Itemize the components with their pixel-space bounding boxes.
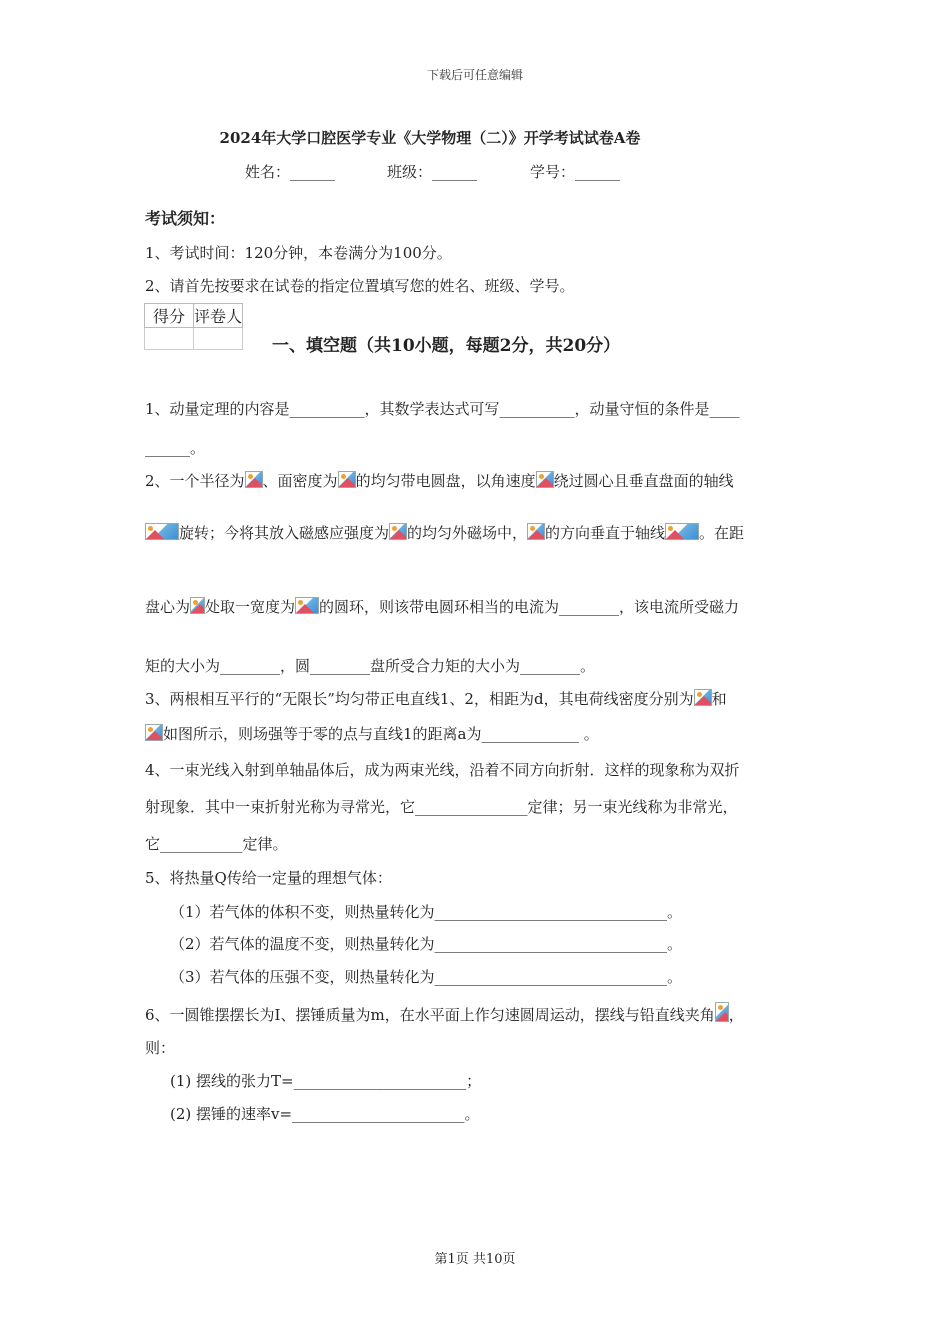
- q3-text: 3、两根相互平行的“无限长”均匀带正电直线1、2，相距为d，其电荷线密度分别为: [145, 690, 694, 708]
- q2-line3: [145, 596, 739, 617]
- q2-text: 2、一个半径为: [145, 472, 245, 490]
- header-note: 下载后可任意编辑: [426, 68, 523, 82]
- grader-cell: [194, 328, 243, 350]
- notice-heading: 考试须知：: [145, 209, 226, 228]
- q2-text: 、面密度为: [262, 472, 338, 490]
- score-header: 得分: [145, 304, 194, 328]
- q6-item: (2) 摆锤的速率v=_______________________。: [170, 1105, 480, 1123]
- q6-text: 6、一圆锥摆摆长为I、摆锤质量为m，在水平面上作匀速圆周运动，摆线与铅直线夹角: [145, 1006, 715, 1024]
- q5-head: 5、将热量Q传给一定量的理想气体：: [145, 869, 392, 887]
- q2-text: 盘心为: [145, 598, 191, 616]
- score-table: [144, 303, 243, 350]
- image-placeholder-icon: [694, 689, 712, 706]
- q6-text: ，: [728, 1006, 744, 1024]
- page-title: 2024年大学口腔医学专业《大学物理（二）》开学考试试卷A卷: [219, 129, 641, 147]
- q6-item: (1) 摆线的张力T=_______________________；: [170, 1072, 482, 1090]
- q5-item: （1）若气体的体积不变，则热量转化为_______________________________。: [170, 903, 683, 921]
- q6-line1: [145, 1002, 744, 1025]
- q5-item: （2）若气体的温度不变，则热量转化为_______________________________。: [170, 935, 683, 953]
- q4-line3: 它___________定律。: [145, 835, 288, 853]
- q3-text: 如图所示，则场强等于零的点与直线1的距离a为_____________ 。: [163, 725, 599, 743]
- q2-text: 。在距: [699, 524, 745, 542]
- notice-item: 1、考试时间：120分钟，本卷满分为100分。: [145, 244, 452, 262]
- q3-line1: [145, 688, 727, 709]
- image-placeholder-icon: [190, 597, 205, 614]
- image-placeholder-icon: [338, 471, 356, 488]
- student-id-field: 学号：______: [530, 163, 621, 181]
- page-footer: 第1页 共10页: [434, 1252, 516, 1267]
- q2-text: 旋转；今将其放入磁感应强度为: [179, 524, 390, 542]
- image-placeholder-icon: [389, 523, 407, 540]
- q2-text: 的方向垂直于轴线: [545, 524, 666, 542]
- q4-line2: 射现象．其中一束折射光称为寻常光，它_______________定律；另一束光线称为非常光，: [145, 798, 738, 816]
- score-cell: [145, 328, 194, 350]
- section-title: 一、填空题（共10小题，每题2分，共20分）: [272, 336, 621, 356]
- q2-text: 的均匀带电圆盘，以角速度: [355, 472, 536, 490]
- q5-item: （3）若气体的压强不变，则热量转化为_______________________________。: [170, 968, 683, 986]
- class-field: 班级：______: [387, 163, 478, 181]
- q2-text: 绕过圆心且垂直盘面的轴线: [553, 472, 734, 490]
- image-placeholder-icon: [715, 1002, 729, 1022]
- image-placeholder-icon: [665, 523, 699, 540]
- q2-text: 处取一宽度为: [205, 598, 296, 616]
- image-placeholder-icon: [536, 471, 554, 488]
- q2-line4: 矩的大小为________，圆________盘所受合力矩的大小为________。: [145, 657, 596, 675]
- image-placeholder-icon: [145, 523, 179, 540]
- q4-line1: 4、一束光线入射到单轴晶体后，成为两束光线，沿着不同方向折射．这样的现象称为双折: [145, 761, 740, 779]
- q3-line2: [145, 723, 599, 744]
- grader-header: 评卷人: [194, 304, 243, 328]
- q2-text: 的均匀外磁场中，: [407, 524, 528, 542]
- image-placeholder-icon: [527, 523, 545, 540]
- image-placeholder-icon: [245, 471, 263, 488]
- name-field: 姓名：______: [245, 163, 336, 181]
- q2-line2: [145, 522, 744, 543]
- q1-line1: 1、动量定理的内容是__________，其数学表达式可写__________，动量守恒的条件是____: [145, 400, 740, 418]
- q6-line2: 则：: [145, 1039, 176, 1057]
- q3-text: 和: [711, 690, 727, 708]
- notice-item: 2、请首先按要求在试卷的指定位置填写您的姓名、班级、学号。: [145, 277, 575, 295]
- image-placeholder-icon: [145, 724, 163, 741]
- q2-text: 的圆环，则该带电圆环相当的电流为________，该电流所受磁力: [319, 598, 740, 616]
- q1-line2: ______。: [145, 439, 206, 457]
- image-placeholder-icon: [295, 597, 319, 614]
- q2-line1: [145, 470, 734, 491]
